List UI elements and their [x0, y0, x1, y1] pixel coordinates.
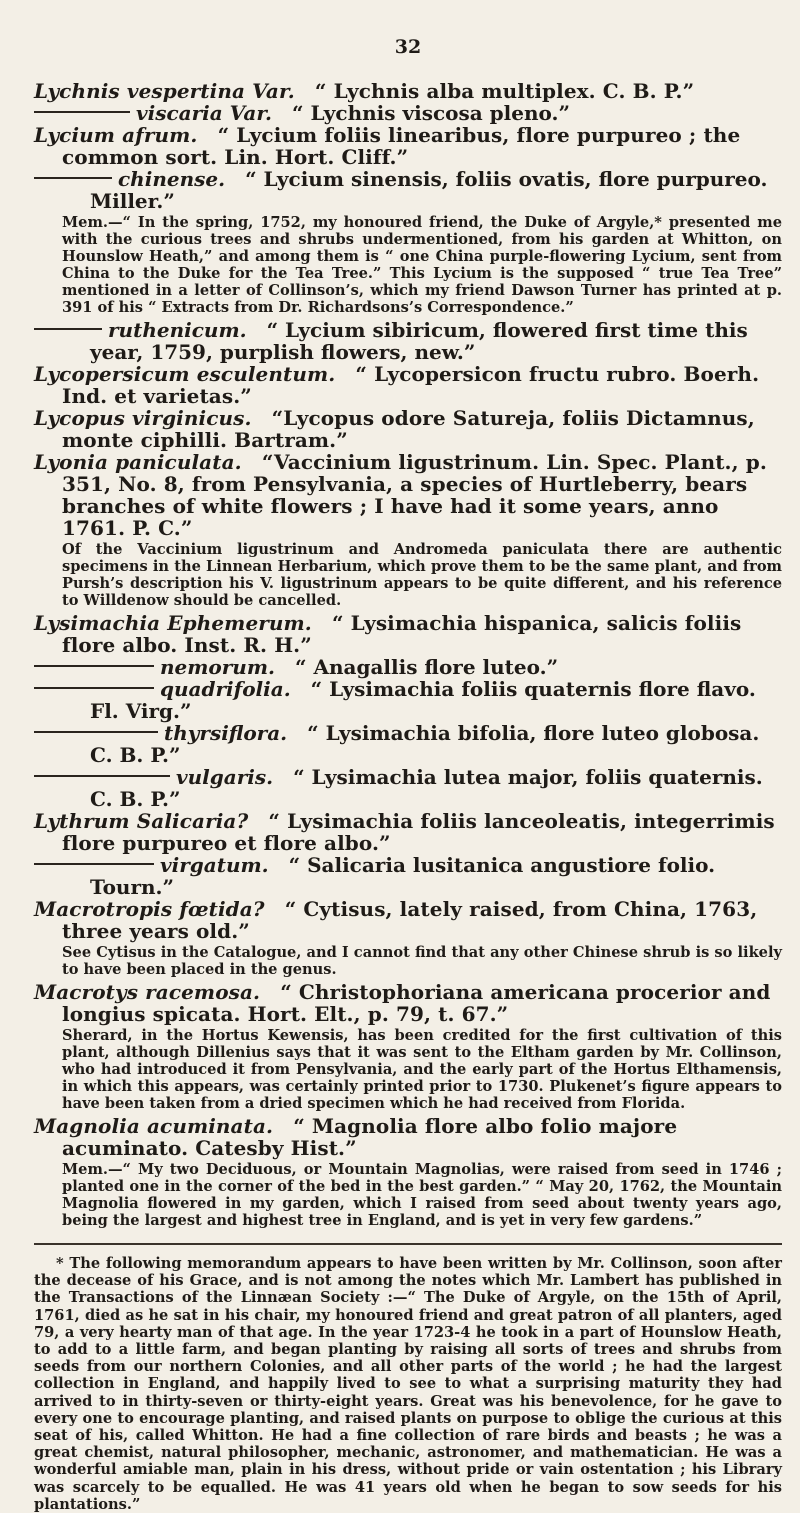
- synonym-text: “ Lycium foliis linearibus, flore purpureo ; the common sort. Lin. Hort. Cliff.”: [62, 123, 741, 169]
- ditto-dash: [34, 111, 130, 113]
- entry-species: [34, 168, 782, 212]
- entry-note: [34, 1161, 782, 1229]
- entry-species: [34, 102, 782, 124]
- entry-genus: [34, 80, 782, 102]
- entry-genus: [34, 363, 782, 407]
- taxon-name: Macrotys racemosa.: [34, 980, 261, 1004]
- entry-note: [34, 1027, 782, 1112]
- synonym-text: “ Lysimachia foliis quaternis flore flavo. Fl. Virg.”: [90, 677, 756, 723]
- entry-genus: [34, 981, 782, 1025]
- taxon-name: viscaria Var.: [136, 101, 272, 125]
- footnote-divider: [34, 1243, 782, 1245]
- ditto-dash: [34, 687, 154, 689]
- synonym-text: “ Lycium sibiricum, flowered first time this year, 1759, purplish flowers, new.”: [90, 318, 748, 364]
- taxon-name: Lycium afrum.: [34, 123, 198, 147]
- note-text: Of the Vaccinium ligustrinum and Andromeda paniculata there are authentic specimens in the Linnean Herbarium, which prove them to be the same plant, and from Pursh’s description his V. ligustrinum appears to be quite different, and his reference to Willdenow should be cancelled.: [62, 541, 782, 609]
- synonym-text: “ Salicaria lusitanica angustiore folio. Tourn.”: [90, 853, 716, 899]
- taxon-name: Magnolia acuminata.: [34, 1114, 274, 1138]
- synonym-text: “Lycopus odore Satureja, foliis Dictamnus, monte ciphilli. Bartram.”: [62, 406, 755, 452]
- taxon-name: Lychnis vespertina Var.: [34, 79, 295, 103]
- note-text: Mem.—“ In the spring, 1752, my honoured friend, the Duke of Argyle,* presented me with the curious trees and shrubs undermentioned, from his garden at Whitton, on Hounslow Heath,” and among them is “ one China purple-flowering Lycium, sent from China to the Duke for the Tea Tree.” This Lycium is the supposed “ true Tea Tree” mentioned in a letter of Collinson’s, which my friend Dawson Turner has printed at p. 391 of his “ Extracts from Dr. Richardsons’s Correspondence.”: [62, 214, 782, 316]
- ditto-dash: [34, 177, 112, 179]
- taxon-name: Lycopus virginicus.: [34, 406, 252, 430]
- entry-note: [34, 214, 782, 316]
- taxon-name: Lythrum Salicaria?: [34, 809, 249, 833]
- entry-genus: [34, 612, 782, 656]
- entry-genus: [34, 407, 782, 451]
- entry-genus: [34, 451, 782, 539]
- taxon-name: Macrotropis fœtida?: [34, 897, 265, 921]
- taxon-name: thyrsiflora.: [164, 721, 288, 745]
- entry-species: [34, 722, 782, 766]
- taxon-name: Lysimachia Ephemerum.: [34, 611, 312, 635]
- note-text: Sherard, in the Hortus Kewensis, has been credited for the first cultivation of this plant, although Dillenius says that it was sent to the Eltham garden by Mr. Collinson, who had introduced it from Pensylvania, and the early part of the Hortus Elthamensis, in which this appears, was certainly printed prior to 1730. Plukenet’s figure appears to have been taken from a dried specimen which he had received from Florida.: [62, 1027, 782, 1112]
- note-text: Mem.—“ My two Deciduous, or Mountain Magnolias, were raised from seed in 1746 ; planted one in the corner of the bed in the best garden.” “ May 20, 1762, the Mountain Magnolia flowered in my garden, which I raised from seed about twenty years ago, being the largest and highest tree in England, and is yet in very few gardens.”: [62, 1161, 782, 1229]
- ditto-dash: [34, 665, 154, 667]
- taxon-name: chinense.: [118, 167, 226, 191]
- page-number: 32: [394, 36, 422, 58]
- entry-species: [34, 678, 782, 722]
- taxon-name: Lyonia paniculata.: [34, 450, 242, 474]
- ditto-dash: [34, 863, 154, 865]
- synonym-text: “ Lychnis viscosa pleno.”: [291, 101, 570, 125]
- note-text: See Cytisus in the Catalogue, and I cannot find that any other Chinese shrub is so likely to have been placed in the genus.: [62, 944, 782, 978]
- entry-species: [34, 319, 782, 363]
- synonym-text: “ Lysimachia hispanica, salicis foliis flore albo. Inst. R. H.”: [62, 611, 742, 657]
- synonym-text: “ Lycium sinensis, foliis ovatis, flore purpureo. Miller.”: [90, 167, 768, 213]
- taxon-name: Lycopersicum esculentum.: [34, 362, 336, 386]
- synonym-text: “ Lysimachia bifolia, flore luteo globosa. C. B. P.”: [90, 721, 760, 767]
- entry-species: [34, 854, 782, 898]
- synonym-text: “ Anagallis flore luteo.”: [294, 655, 559, 679]
- synonym-text: “ Cytisus, lately raised, from China, 1763, three years old.”: [62, 897, 758, 943]
- synonym-text: “ Lycopersicon fructu rubro. Boerh. Ind. et varietas.”: [62, 362, 760, 408]
- synonym-text: “ Lysimachia foliis lanceoleatis, integerrimis flore purpureo et flore albo.”: [62, 809, 775, 855]
- ditto-dash: [34, 328, 102, 330]
- entry-note: [34, 541, 782, 609]
- synonym-text: “ Lychnis alba multiplex. C. B. P.”: [314, 79, 695, 103]
- synonym-text: “Vaccinium ligustrinum. Lin. Spec. Plant., p. 351, No. 8, from Pensylvania, a species of Hurtleberry, bears branches of white flowers ; I have had it some years, anno 1761. P. C.”: [62, 450, 767, 540]
- taxon-name: quadrifolia.: [160, 677, 291, 701]
- entry-list: [34, 80, 782, 1229]
- ditto-dash: [34, 775, 170, 777]
- ditto-dash: [34, 731, 158, 733]
- entry-genus: [34, 810, 782, 854]
- synonym-text: “ Christophoriana americana procerior and longius spicata. Hort. Elt., p. 79, t. 67.”: [62, 980, 771, 1026]
- taxon-name: ruthenicum.: [108, 318, 247, 342]
- footnote: * The following memorandum appears to have been written by Mr. Collinson, soon after the decease of his Grace, and is not among the notes which Mr. Lambert has published in the Transactions of the Linnæan Society :—“ The Duke of Argyle, on the 15th of April, 1761, died as he sat in his chair, my honoured friend and great patron of all planters, aged 79, a very hearty man of that age. In the year 1723-4 he took in a part of Hounslow Heath, to add to a little farm, and began planting by raising all sorts of trees and shrubs from seeds from our northern Colonies, and all other parts of the world ; he had the largest collection in England, and happily lived to see to what a surprising maturity they had arrived to in thirty-seven or thirty-eight years. Great was his benevolence, for he gave to every one to encourage planting, and raised plants on purpose to oblige the curious at this seat of his, called Whitton. He had a fine collection of rare birds and beasts ; he was a great chemist, natural philosopher, mechanic, astronomer, and mathematician. He was a wonderful amiable man, plain in his dress, without pride or vain ostentation ; his Library was scarcely to be equalled. He was 41 years old when he began to sow seeds for his plantations.”: [34, 1255, 782, 1513]
- entry-note: [34, 944, 782, 978]
- taxon-name: nemorum.: [160, 655, 275, 679]
- entry-genus: [34, 898, 782, 942]
- taxon-name: vulgaris.: [176, 765, 274, 789]
- synonym-text: “ Lysimachia lutea major, foliis quaternis. C. B. P.”: [90, 765, 763, 811]
- entry-genus: [34, 124, 782, 168]
- taxon-name: virgatum.: [160, 853, 269, 877]
- synonym-text: “ Magnolia flore albo folio majore acuminato. Catesby Hist.”: [62, 1114, 678, 1160]
- entry-genus: [34, 1115, 782, 1159]
- entry-species: [34, 656, 782, 678]
- entry-species: [34, 766, 782, 810]
